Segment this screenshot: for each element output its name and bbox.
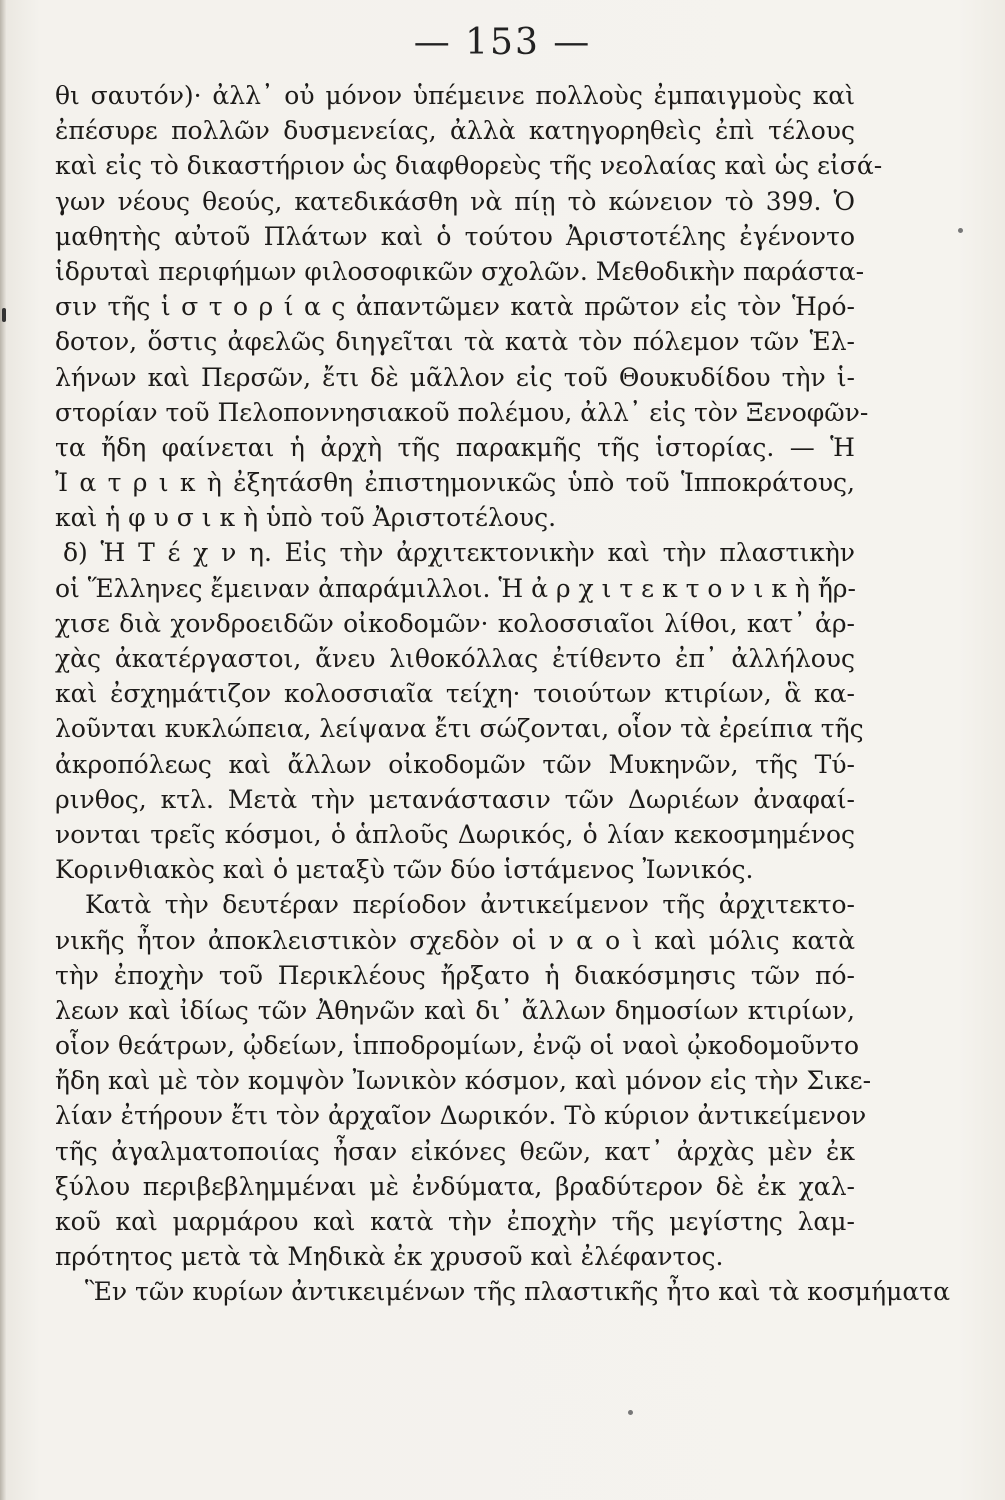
- text-line: μαθητὴς αὐτοῦ Πλάτων καὶ ὁ τούτου Ἀριστοτέλης ἐγένοντο: [55, 221, 855, 251]
- text-line: νικῆς ἦτον ἀποκλειστικὸν σχεδὸν οἱ ν α ο ὶ καὶ μόλις κατὰ: [55, 925, 855, 955]
- text-line: κοῦ καὶ μαρμάρου καὶ κατὰ τὴν ἐποχὴν τῆς μεγίστης λαμ-: [55, 1207, 855, 1236]
- text-line: Ἓν τῶν κυρίων ἀντικειμένων τῆς πλαστικῆς ἦτο καὶ τὰ κοσμήματα: [85, 1277, 950, 1307]
- text-line: στορίαν τοῦ Πελοποννησιακοῦ πολέμου, ἀλλ᾽ εἰς τὸν Ξενοφῶν-: [55, 397, 869, 427]
- text-line: ἀκροπόλεως καὶ ἄλλων οἰκοδομῶν τῶν Μυκηνῶν, τῆς Τύ-: [55, 749, 855, 779]
- body-text: [55, 78, 950, 1310]
- text-line: ἤδη καὶ μὲ τὸν κομψὸν Ἰωνικὸν κόσμον, καὶ μόνον εἰς τὴν Σικε-: [55, 1066, 872, 1096]
- text-line: ξύλου περιβεβλημμέναι μὲ ἐνδύματα, βραδύτερον δὲ ἐκ χαλ-: [55, 1171, 855, 1201]
- text-line: τῆς ἀγαλματοποιίας ἦσαν εἰκόνες θεῶν, κατ᾽ ἀρχὰς μὲν ἐκ: [55, 1136, 855, 1166]
- text-line: τα ἤδη φαίνεται ἡ ἀρχὴ τῆς παρακμῆς τῆς ἱστορίας. — Ἡ: [55, 432, 855, 462]
- page-number: — 153 —: [413, 22, 592, 63]
- text-line: Κορινθιακὸς καὶ ὁ μεταξὺ τῶν δύο ἱστάμενος Ἰωνικός.: [55, 855, 754, 885]
- text-line: θι σαυτόν)· ἀλλ᾽ οὐ μόνον ὑπέμεινε πολλοὺς ἐμπαιγμοὺς καὶ: [55, 81, 855, 110]
- text-line: λεων καὶ ἰδίως τῶν Ἀθηνῶν καὶ δι᾽ ἄλλων δημοσίων κτιρίων,: [55, 995, 855, 1025]
- text-line: καὶ ἡ φ υ σ ι κ ὴ ὑπὸ τοῦ Ἀριστοτέλους.: [55, 503, 557, 533]
- text-line: χὰς ἀκατέργαστοι, ἄνευ λιθοκόλλας ἐτίθεντο ἐπ᾽ ἀλλήλους: [55, 644, 855, 673]
- text-line: καὶ ἐσχημάτιζον κολοσσιαῖα τείχη· τοιούτων κτιρίων, ἃ κα-: [55, 679, 855, 709]
- text-line: λοῦνται κυκλώπεια, λείψανα ἔτι σώζονται, οἷον τὰ ἐρείπια τῆς: [55, 714, 864, 744]
- text-line: πρότητος μετὰ τὰ Μηδικὰ ἐκ χρυσοῦ καὶ ἐλέφαντος.: [55, 1242, 724, 1272]
- text-line: ρινθος, κτλ. Μετὰ τὴν μετανάστασιν τῶν Δωριέων ἀναφαί-: [55, 784, 855, 814]
- text-line: οἱ Ἕλληνες ἔμειναν ἀπαράμιλλοι. Ἡ ἀ ρ χ ι τ ε κ τ ο ν ι κ ὴ ἤρ-: [55, 573, 856, 603]
- text-line: ἱδρυταὶ περιφήμων φιλοσοφικῶν σχολῶν. Μεθοδικὴν παράστα-: [55, 256, 865, 286]
- text-line: τὴν ἐποχὴν τοῦ Περικλέους ἤρξατο ἡ διακόσμησις τῶν πό-: [55, 960, 855, 990]
- page-binding-edge: [0, 0, 6, 1500]
- ink-speck: [2, 308, 6, 322]
- text-line: σιν τῆς ἱ σ τ ο ρ ί α ς ἀπαντῶμεν κατὰ πρῶτον εἰς τὸν Ἡρό-: [55, 292, 855, 322]
- text-line: Κατὰ τὴν δευτέραν περίοδον ἀντικείμενον τῆς ἀρχιτεκτο-: [85, 890, 855, 920]
- text-line: νονται τρεῖς κόσμοι, ὁ ἁπλοῦς Δωρικός, ὁ λίαν κεκοσμημένος: [55, 819, 855, 849]
- text-line: λήνων καὶ Περσῶν, ἔτι δὲ μᾶλλον εἰς τοῦ Θουκυδίδου τὴν ἱ-: [55, 362, 855, 392]
- text-line: ἐπέσυρε πολλῶν δυσμενείας, ἀλλὰ κατηγορηθεὶς ἐπὶ τέλους: [55, 116, 855, 146]
- ink-speck: [958, 228, 963, 233]
- text-line: Ἰ α τ ρ ι κ ὴ ἐξητάσθη ἐπιστημονικῶς ὑπὸ τοῦ Ἱπποκράτους,: [55, 468, 855, 498]
- text-line: λίαν ἐτήρουν ἔτι τὸν ἀρχαῖον Δωρικόν. Τὸ κύριον ἀντικείμενον: [55, 1101, 867, 1131]
- text-line: οἷον θεάτρων, ᾠδείων, ἱπποδρομίων, ἐνῷ οἱ ναοὶ ᾠκοδομοῦντο: [55, 1031, 860, 1061]
- ink-speck: [628, 1410, 633, 1415]
- text-line: γων νέους θεούς, κατεδικάσθη νὰ πίῃ τὸ κώνειον τὸ 399. Ὁ: [55, 186, 855, 216]
- text-line: καὶ εἰς τὸ δικαστήριον ὡς διαφθορεὺς τῆς νεολαίας καὶ ὡς εἰσά-: [55, 151, 883, 181]
- text-line: δοτον, ὅστις ἀφελῶς διηγεῖται τὰ κατὰ τὸν πόλεμον τῶν Ἑλ-: [55, 327, 855, 357]
- text-line: χισε διὰ χονδροειδῶν οἰκοδομῶν· κολοσσιαῖοι λίθοι, κατ᾽ ἀρ-: [55, 608, 855, 638]
- text-line: δ) Ἡ Τ έ χ ν η. Εἰς τὴν ἀρχιτεκτονικὴν καὶ τὴν πλαστικὴν: [63, 538, 855, 568]
